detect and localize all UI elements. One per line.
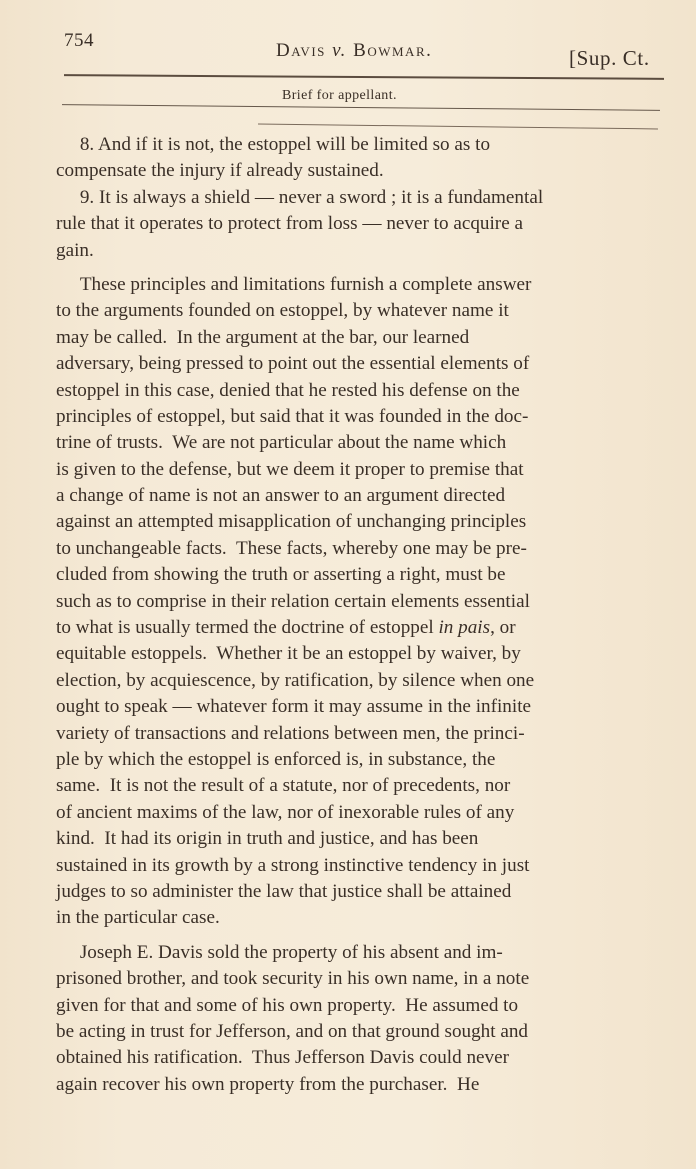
- text-line: variety of transactions and relations between men, the princi-: [56, 722, 525, 744]
- case-title-defendant: Bowmar.: [346, 40, 433, 61]
- text-line: to unchangeable facts. These facts, whereby one may be pre-: [56, 537, 527, 559]
- text-line: principles of estoppel, but said that it was founded in the doc-: [56, 405, 529, 427]
- text-line: is given to the defense, but we deem it proper to premise that: [56, 458, 524, 480]
- text-line: trine of trusts. We are not particular about the name which: [56, 432, 507, 454]
- running-head: [62, 28, 672, 72]
- text-line: compensate the injury if already sustained.: [56, 160, 384, 182]
- paragraph-principles: [56, 272, 666, 932]
- text-line: in the particular case.: [56, 907, 220, 929]
- text-line: 8. And if it is not, the estoppel will be limited so as to: [79, 134, 491, 155]
- text-line: again recover his own property from the purchaser. He: [56, 1073, 480, 1095]
- text-line: gain.: [56, 239, 94, 261]
- text-line: 9. It is always a shield — never a sword ; it is a fundamental: [79, 186, 544, 208]
- text-line: may be called. In the argument at the bar, our learned: [56, 326, 470, 348]
- text-line: These principles and limitations furnish a complete answer: [79, 273, 532, 295]
- text-line: kind. It had its origin in truth and justice, and has been: [56, 828, 479, 850]
- text-line: sustained in its growth by a strong instinctive tendency in just: [56, 854, 530, 876]
- text-line: be acting in trust for Jefferson, and on that ground sought and: [56, 1020, 529, 1042]
- text-line: same. It is not the result of a statute, nor of precedents, nor: [56, 775, 511, 797]
- subheader-rule: [62, 104, 660, 111]
- paragraph-9: [56, 185, 666, 264]
- text-line: election, by acquiescence, by ratification, by silence when one: [56, 669, 535, 691]
- text-segment: , or: [490, 617, 516, 639]
- text-line: of ancient maxims of the law, nor of inexorable rules of any: [56, 801, 515, 823]
- header-rule: [64, 74, 664, 80]
- text-line-with-italic: [56, 615, 662, 641]
- text-line: against an attempted misapplication of unchanging principles: [56, 511, 527, 533]
- text-line: a change of name is not an answer to an argument directed: [56, 485, 506, 507]
- text-line: rule that it operates to protect from loss — never to acquire a: [56, 213, 523, 235]
- text-line: to the arguments founded on estoppel, by whatever name it: [56, 300, 509, 322]
- page-number: 754: [64, 30, 94, 51]
- text-line: judges to so administer the law that justice shall be attained: [56, 880, 512, 902]
- text-line: given for that and some of his own property. He assumed to: [56, 994, 519, 1016]
- text-segment: to what is usually termed the doctrine of estoppel: [56, 617, 439, 639]
- subheader-rule-short: [258, 124, 658, 130]
- case-title-plaintiff: Davis: [276, 40, 333, 61]
- text-line: such as to comprise in their relation certain elements essential: [56, 590, 530, 612]
- text-line: Joseph E. Davis sold the property of his absent and im-: [79, 941, 503, 963]
- case-title-versus: v.: [332, 40, 347, 61]
- paragraph-joseph-davis: [56, 940, 666, 1098]
- text-line: obtained his ratification. Thus Jefferson Davis could never: [56, 1047, 510, 1069]
- text-line: estoppel in this case, denied that he rested his defense on the: [56, 379, 520, 401]
- case-title: [276, 40, 432, 62]
- italic-phrase: in pais: [438, 617, 491, 639]
- text-line: prisoned brother, and took security in his own name, in a note: [56, 968, 530, 990]
- paragraph-gap: [56, 264, 666, 272]
- text-line: adversary, being pressed to point out the essential elements of: [56, 353, 530, 375]
- text-line: ought to speak — whatever form it may assume in the infinite: [56, 696, 532, 718]
- body-text: [56, 132, 666, 1098]
- paragraph-8: [56, 132, 666, 185]
- text-line: ple by which the estoppel is enforced is, in substance, the: [56, 748, 496, 770]
- text-line: equitable estoppels. Whether it be an estoppel by waiver, by: [56, 643, 521, 665]
- text-line: cluded from showing the truth or asserting a right, must be: [56, 564, 506, 586]
- court-name: [Sup. Ct.: [569, 46, 650, 70]
- brief-label: Brief for appellant.: [282, 88, 397, 103]
- paragraph-gap: [56, 932, 666, 940]
